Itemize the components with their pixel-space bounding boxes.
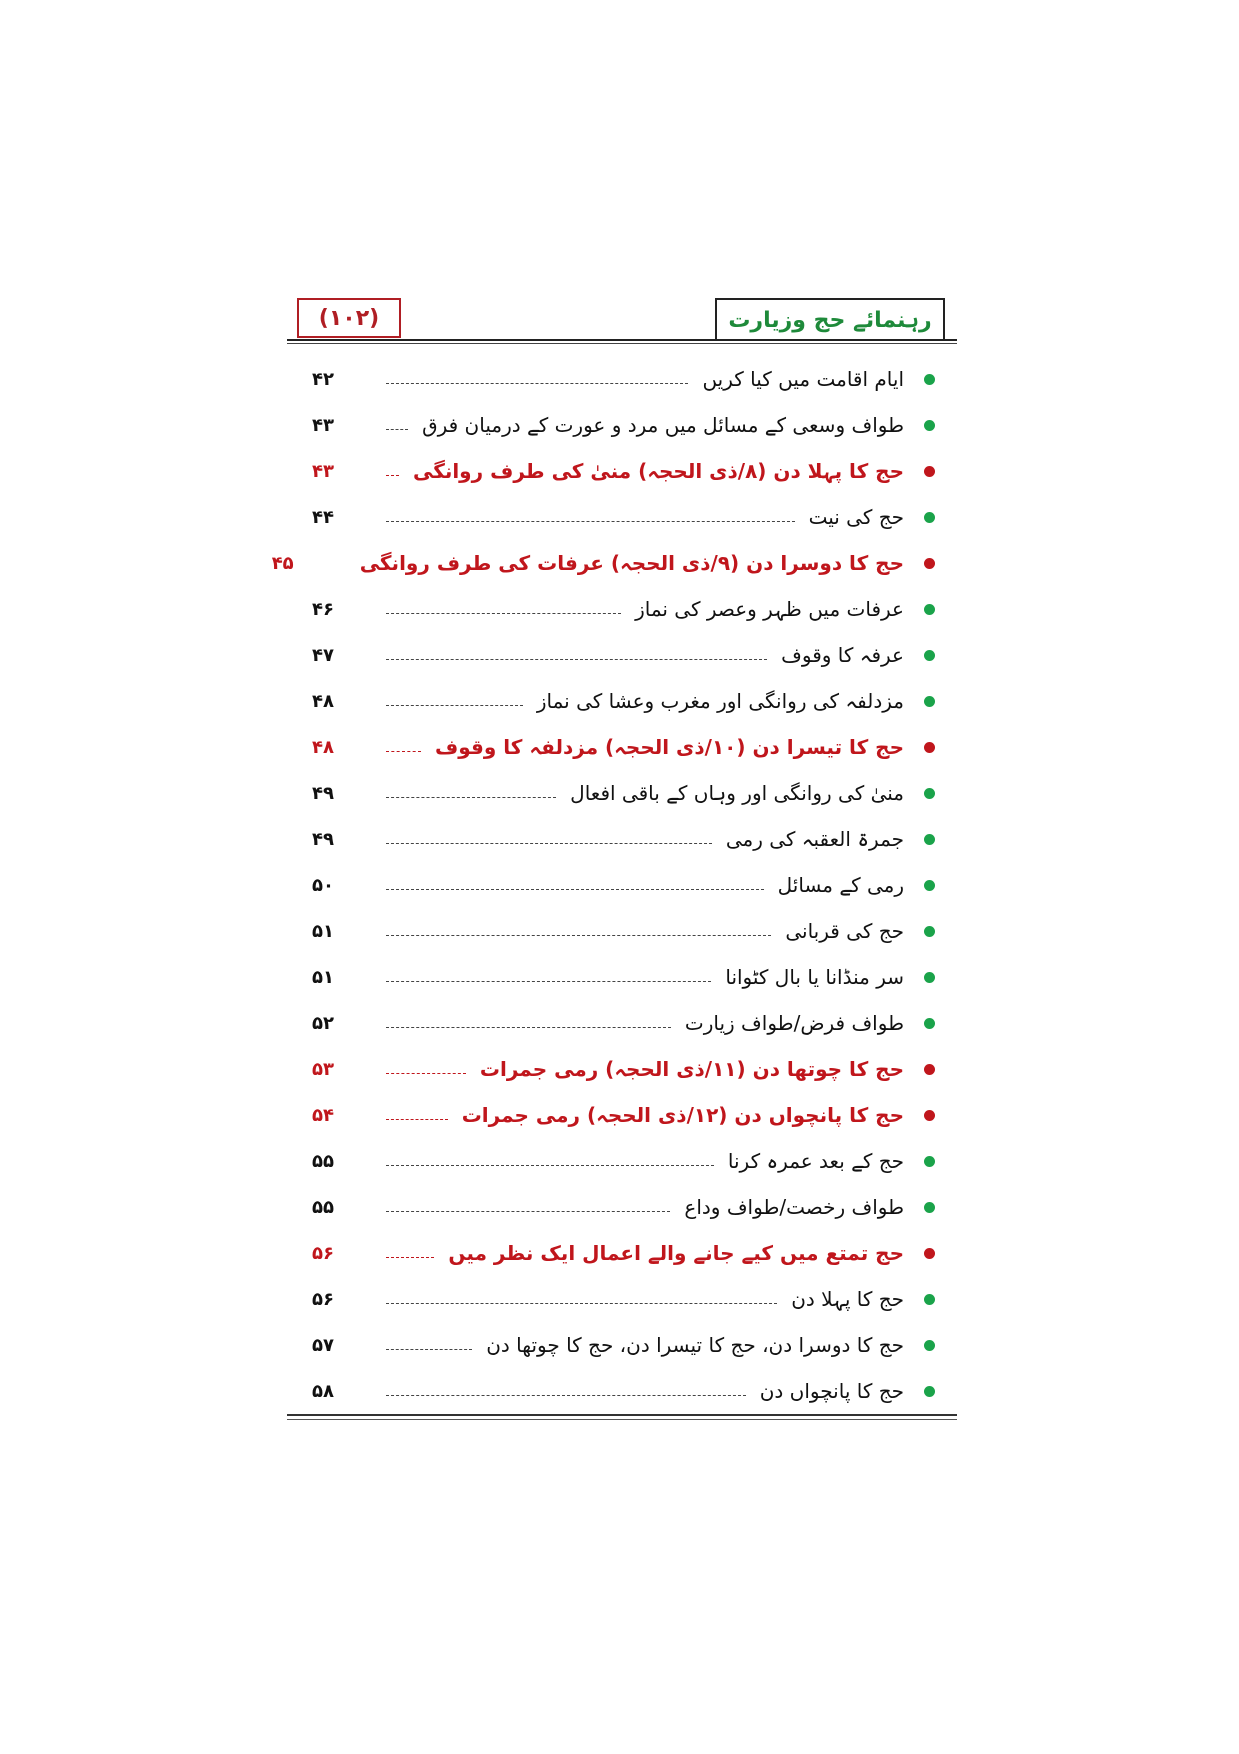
toc-entry[interactable] — [287, 678, 957, 724]
toc-entry[interactable] — [287, 908, 957, 954]
dot-leader — [386, 1303, 777, 1304]
toc-entry-title: طواف رخصت/طواف وداع — [684, 1195, 904, 1219]
toc-entry[interactable] — [287, 1276, 957, 1322]
toc-entry-page-number: ۵۸ — [312, 1380, 334, 1402]
table-of-contents — [271, 356, 957, 1414]
green-bullet-icon — [924, 1018, 935, 1029]
toc-entry-page-number: ۴۸ — [312, 736, 334, 758]
dot-leader — [386, 935, 771, 936]
toc-entry-page-number: ۴۶ — [312, 598, 334, 620]
dot-leader — [386, 475, 399, 476]
green-bullet-icon — [924, 696, 935, 707]
toc-entry[interactable] — [287, 1138, 957, 1184]
toc-entry-title: حج کا پانچواں دن (۱۲/ذی الحجہ) رمی جمرات — [461, 1103, 904, 1127]
dot-leader — [386, 751, 421, 752]
green-bullet-icon — [924, 1294, 935, 1305]
green-bullet-icon — [924, 1156, 935, 1167]
toc-entry[interactable] — [287, 586, 957, 632]
footer-divider-secondary — [287, 1419, 957, 1420]
green-bullet-icon — [924, 1386, 935, 1397]
toc-entry-page-number: ۵۷ — [312, 1334, 334, 1356]
dot-leader — [386, 1119, 448, 1120]
red-bullet-icon — [924, 1110, 935, 1121]
toc-entry-title: حج تمتع میں کیے جانے والے اعمال ایک نظر میں — [448, 1241, 904, 1265]
green-bullet-icon — [924, 374, 935, 385]
toc-entry-title: حج کا دوسرا دن (۹/ذی الحجہ) عرفات کی طرف روانگی — [359, 551, 904, 575]
dot-leader — [386, 521, 795, 522]
toc-entry-title: جمرۃ العقبہ کی رمی — [725, 827, 904, 851]
toc-entry-page-number: ۵۱ — [312, 966, 334, 988]
toc-entry-page-number: ۵۶ — [312, 1288, 334, 1310]
dot-leader — [386, 843, 712, 844]
toc-entry[interactable] — [287, 356, 957, 402]
toc-entry-title: حج کا چوتھا دن (۱۱/ذی الحجہ) رمی جمرات — [479, 1057, 904, 1081]
toc-entry[interactable] — [271, 540, 957, 586]
dot-leader — [386, 1027, 671, 1028]
book-title: رہنمائے حج وزیارت — [715, 298, 945, 340]
toc-entry-page-number: ۵۵ — [312, 1196, 334, 1218]
toc-entry-page-number: ۴۴ — [312, 506, 334, 528]
toc-entry[interactable] — [287, 724, 957, 770]
header-divider-secondary — [287, 343, 957, 344]
dot-leader — [386, 383, 688, 384]
dot-leader — [386, 1211, 670, 1212]
green-bullet-icon — [924, 972, 935, 983]
dot-leader — [386, 981, 711, 982]
toc-entry-title: منیٰ کی روانگی اور وہاں کے باقی افعال — [570, 781, 904, 805]
dot-leader — [386, 797, 556, 798]
dot-leader — [386, 1073, 466, 1074]
toc-entry-page-number: ۴۹ — [312, 828, 334, 850]
toc-entry[interactable] — [287, 1000, 957, 1046]
dot-leader — [386, 705, 523, 706]
green-bullet-icon — [924, 834, 935, 845]
green-bullet-icon — [924, 1202, 935, 1213]
toc-entry[interactable] — [287, 1230, 957, 1276]
green-bullet-icon — [924, 420, 935, 431]
toc-entry-title: حج کا پانچواں دن — [759, 1379, 904, 1403]
red-bullet-icon — [924, 1064, 935, 1075]
dot-leader — [386, 889, 764, 890]
toc-entry-page-number: ۴۵ — [271, 552, 294, 574]
green-bullet-icon — [924, 512, 935, 523]
dot-leader — [386, 1257, 434, 1258]
toc-entry-title: حج کا پہلا دن — [791, 1287, 904, 1311]
toc-entry-title: رمی کے مسائل — [777, 873, 904, 897]
toc-entry-title: مزدلفہ کی روانگی اور مغرب وعشا کی نماز — [536, 689, 904, 713]
toc-entry-title: حج کا تیسرا دن (۱۰/ذی الحجہ) مزدلفہ کا وقوف — [435, 735, 904, 759]
toc-entry[interactable] — [287, 816, 957, 862]
page-number: (۱۰۲) — [297, 298, 401, 338]
toc-entry[interactable] — [287, 1322, 957, 1368]
footer-divider — [287, 1414, 957, 1416]
toc-entry[interactable] — [287, 862, 957, 908]
toc-entry[interactable] — [287, 954, 957, 1000]
toc-entry-page-number: ۵۳ — [312, 1058, 334, 1080]
red-bullet-icon — [924, 558, 935, 569]
header-divider — [287, 339, 957, 341]
toc-entry[interactable] — [287, 1092, 957, 1138]
green-bullet-icon — [924, 926, 935, 937]
green-bullet-icon — [924, 650, 935, 661]
document-page — [271, 292, 957, 1422]
red-bullet-icon — [924, 466, 935, 477]
toc-entry-title: حج کا پہلا دن (۸/ذی الحجہ) منیٰ کی طرف روانگی — [412, 459, 904, 483]
toc-entry-page-number: ۴۲ — [312, 368, 334, 390]
toc-entry-page-number: ۵۰ — [312, 874, 334, 896]
green-bullet-icon — [924, 604, 935, 615]
toc-entry[interactable] — [287, 448, 957, 494]
toc-entry[interactable] — [287, 402, 957, 448]
toc-entry-page-number: ۵۴ — [312, 1104, 334, 1126]
toc-entry-page-number: ۴۹ — [312, 782, 334, 804]
red-bullet-icon — [924, 1248, 935, 1259]
toc-entry-title: عرفہ کا وقوف — [781, 643, 904, 667]
toc-entry-page-number: ۴۳ — [312, 460, 334, 482]
toc-entry-page-number: ۵۱ — [312, 920, 334, 942]
toc-entry-page-number: ۴۷ — [312, 644, 334, 666]
toc-entry-title: حج کی قربانی — [785, 919, 904, 943]
toc-entry-title: عرفات میں ظہر وعصر کی نماز — [635, 597, 904, 621]
toc-entry[interactable] — [287, 1046, 957, 1092]
green-bullet-icon — [924, 880, 935, 891]
toc-entry-page-number: ۵۲ — [312, 1012, 334, 1034]
toc-entry-title: حج کے بعد عمرہ کرنا — [727, 1149, 904, 1173]
toc-entry[interactable] — [287, 1368, 957, 1414]
toc-entry-title: سر منڈانا یا بال کٹوانا — [725, 965, 904, 989]
toc-entry-page-number: ۴۳ — [312, 414, 334, 436]
dot-leader — [386, 1349, 472, 1350]
toc-entry-title: ایام اقامت میں کیا کریں — [702, 367, 904, 391]
dot-leader — [386, 659, 767, 660]
toc-entry-title: حج کا دوسرا دن، حج کا تیسرا دن، حج کا چوتھا دن — [486, 1333, 904, 1357]
toc-entry[interactable] — [287, 770, 957, 816]
toc-entry[interactable] — [287, 494, 957, 540]
red-bullet-icon — [924, 742, 935, 753]
toc-entry-title: طواف وسعی کے مسائل میں مرد و عورت کے درمیان فرق — [422, 413, 904, 437]
toc-entry[interactable] — [287, 1184, 957, 1230]
green-bullet-icon — [924, 788, 935, 799]
dot-leader — [386, 1395, 746, 1396]
dot-leader — [386, 613, 621, 614]
toc-entry-title: حج کی نیت — [808, 505, 904, 529]
dot-leader — [386, 429, 408, 430]
toc-entry-page-number: ۵۵ — [312, 1150, 334, 1172]
toc-entry-page-number: ۴۸ — [312, 690, 334, 712]
dot-leader — [386, 1165, 714, 1166]
toc-entry-page-number: ۵۶ — [312, 1242, 334, 1264]
green-bullet-icon — [924, 1340, 935, 1351]
toc-entry[interactable] — [287, 632, 957, 678]
toc-entry-title: طواف فرض/طواف زیارت — [684, 1011, 904, 1035]
